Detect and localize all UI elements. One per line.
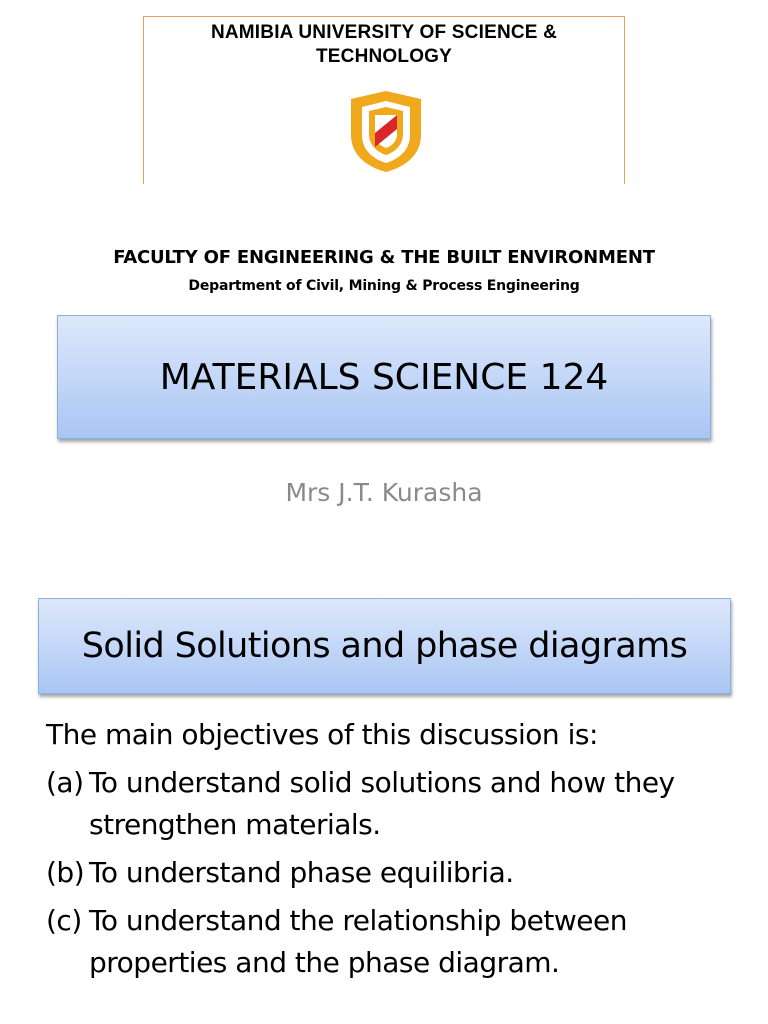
course-title-box [57,315,711,439]
course-title: MATERIALS SCIENCE 124 [159,356,609,398]
objective-marker: (c) [46,904,82,937]
objective-item [46,762,746,846]
objective-text: To understand solid solutions and how they strengthen materials. [89,766,675,841]
objective-item [46,852,746,894]
university-header [143,16,625,184]
objective-marker: (a) [46,766,84,799]
university-name-line2: TECHNOLOGY [315,46,453,67]
nust-shield-logo-icon [347,87,425,173]
university-name-line1: NAMIBIA UNIVERSITY OF SCIENCE & [210,22,558,43]
objectives-section [46,714,746,990]
topic-title: Solid Solutions and phase diagrams [81,626,688,666]
objectives-intro: The main objectives of this discussion is: [46,718,598,751]
department-name: Department of Civil, Mining & Process Engineering [188,278,580,294]
topic-title-box [38,598,731,694]
lecturer-name: Mrs J.T. Kurasha [285,478,483,507]
objective-text: To understand the relationship between properties and the phase diagram. [89,904,627,979]
objective-item [46,900,746,984]
university-name [144,21,624,69]
objective-marker: (b) [46,856,85,889]
objective-text: To understand phase equilibria. [89,856,514,889]
faculty-title: FACULTY OF ENGINEERING & THE BUILT ENVIRONMENT [113,247,655,268]
